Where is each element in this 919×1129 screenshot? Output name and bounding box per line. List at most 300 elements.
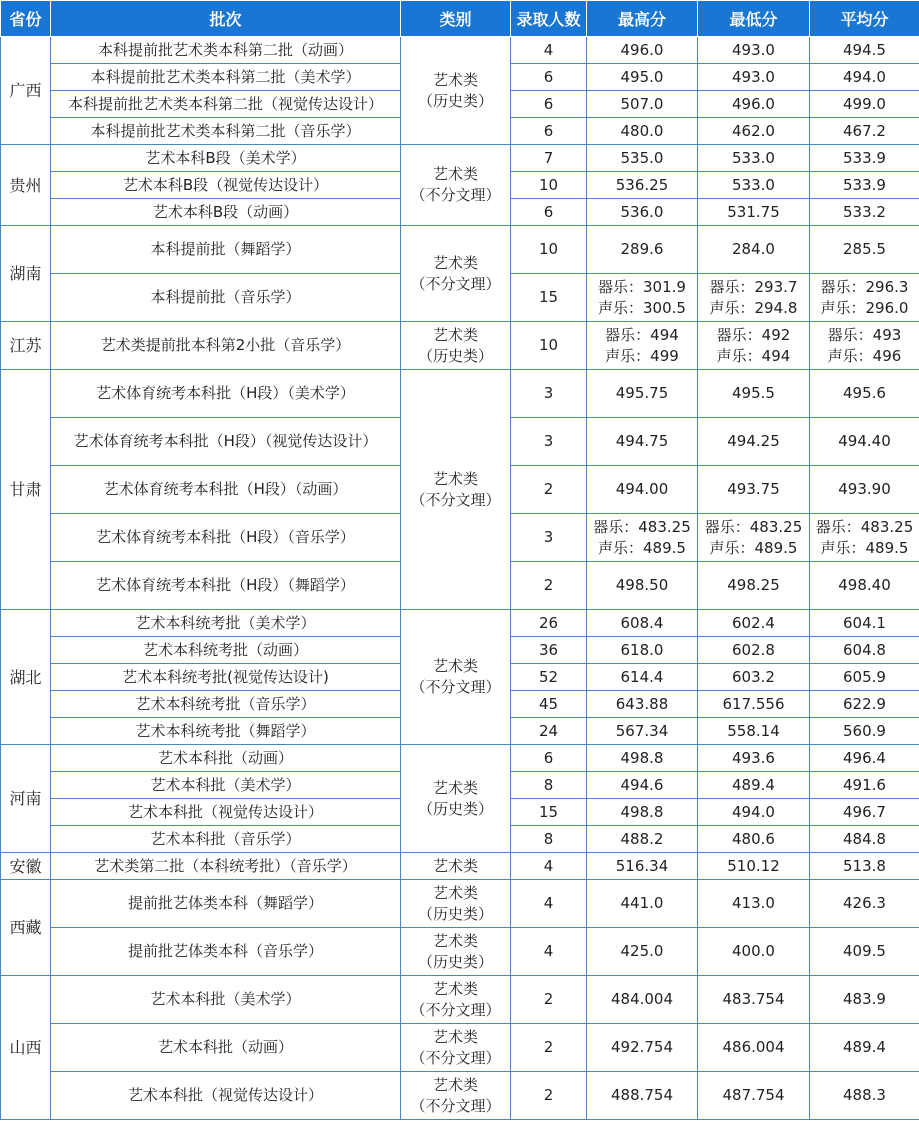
score-line: 声乐：294.8 [709,298,798,317]
score-line: 491.6 [843,775,886,794]
min-score-cell [698,826,810,853]
max-score-cell [587,466,698,514]
score-line: 487.754 [722,1086,785,1104]
score-line: 493.75 [727,480,780,498]
admitted-count-cell: 45 [511,691,587,718]
admitted-count-cell: 10 [511,172,587,199]
max-score-cell [587,880,698,928]
avg-score-cell [810,118,919,145]
score-line: 489.4 [732,775,775,794]
admitted-count-cell: 10 [511,226,587,274]
province-cell: 山西 [1,976,51,1120]
min-score-cell [698,853,810,880]
avg-score-cell [810,637,919,664]
score-line: 495.0 [620,67,664,86]
header-row [1,1,919,37]
admitted-count-cell: 2 [511,1024,587,1072]
score-line: 426.3 [843,894,886,912]
avg-score-cell [810,880,919,928]
max-score-cell [587,418,698,466]
score-line: 560.9 [843,721,886,740]
batch-cell: 本科提前批艺术类本科第二批（音乐学） [51,118,401,145]
table-row [1,1072,919,1120]
table-row [1,145,919,172]
score-line: 602.4 [732,613,775,632]
max-score-cell [587,199,698,226]
avg-score-cell [810,772,919,799]
max-score-cell [587,718,698,745]
min-score-cell [698,172,810,199]
score-line: 器乐：483.25 [704,517,803,536]
batch-cell: 本科提前批艺术类本科第二批（视觉传达设计） [51,91,401,118]
score-line: 494.00 [615,480,669,498]
score-line: 483.754 [722,990,785,1008]
score-line: 483.9 [843,990,886,1008]
score-line: 603.2 [732,667,775,686]
category-line: （历史类） [417,346,493,365]
min-score-cell [698,772,810,799]
avg-score-cell [810,562,919,610]
min-score-cell [698,370,810,418]
avg-score-cell [810,1072,919,1120]
batch-cell: 艺术体育统考本科批（H段）（音乐学） [51,514,401,562]
min-score-cell [698,199,810,226]
min-score-cell [698,637,810,664]
score-line: 605.9 [843,667,886,686]
admitted-count-cell: 6 [511,64,587,91]
category-line: 艺术类 [432,931,478,950]
header-min-score: 最低分 [698,1,810,37]
avg-score-cell [810,691,919,718]
min-score-cell [698,274,810,322]
score-line: 488.754 [610,1086,674,1104]
score-line: 声乐：489.5 [598,538,686,557]
score-line: 467.2 [843,121,886,140]
batch-cell: 艺术本科B段（动画） [51,199,401,226]
score-line: 486.004 [722,1038,785,1056]
header-province: 省份 [1,1,51,37]
category-line: （历史类） [417,799,493,818]
score-line: 496.0 [732,94,775,113]
avg-score-cell [810,37,919,64]
category-cell [401,1024,511,1072]
score-line: 器乐：492 [716,325,791,344]
table-body [1,37,919,1120]
score-line: 480.6 [732,829,775,848]
batch-cell: 艺术本科统考批（动画） [51,637,401,664]
admitted-count-cell: 24 [511,718,587,745]
province-cell: 江苏 [1,322,51,370]
admitted-count-cell: 4 [511,853,587,880]
max-score-cell [587,37,698,64]
score-line: 536.0 [620,202,664,221]
max-score-cell [587,145,698,172]
batch-cell: 艺术类第二批（本科统考批）（音乐学） [51,853,401,880]
admitted-count-cell: 2 [511,466,587,514]
category-cell [401,745,511,853]
admitted-count-cell: 8 [511,772,587,799]
min-score-cell [698,691,810,718]
province-cell: 安徽 [1,853,51,880]
score-line: 494.0 [843,67,886,86]
score-line: 494.75 [615,432,669,450]
avg-score-cell [810,145,919,172]
score-line: 413.0 [732,894,775,912]
table-row [1,853,919,880]
score-line: 声乐：496 [827,346,902,365]
batch-cell: 艺术体育统考本科批（H段）（视觉传达设计） [51,418,401,466]
admitted-count-cell: 2 [511,976,587,1024]
batch-cell: 艺术本科B段（美术学） [51,145,401,172]
category-line: （不分文理） [410,1000,501,1019]
score-line: 器乐：483.25 [593,517,691,536]
province-cell: 湖北 [1,610,51,745]
table-row [1,745,919,772]
score-line: 533.9 [843,175,886,194]
max-score-cell [587,172,698,199]
batch-cell: 艺术本科批（视觉传达设计） [51,799,401,826]
score-line: 622.9 [843,694,886,713]
table-row [1,322,919,370]
category-line: （不分文理） [410,1048,501,1067]
score-line: 493.0 [732,40,775,59]
score-line: 533.9 [843,148,886,167]
table-row [1,976,919,1024]
score-line: 494.25 [727,432,780,450]
admitted-count-cell: 6 [511,91,587,118]
max-score-cell [587,976,698,1024]
category-line: 艺术类 [432,469,478,488]
admitted-count-cell: 6 [511,118,587,145]
score-line: 533.0 [732,175,775,194]
min-score-cell [698,145,810,172]
category-line: 艺术类 [432,70,478,89]
score-line: 484.8 [843,829,886,848]
province-cell: 湖南 [1,226,51,322]
avg-score-cell [810,199,919,226]
avg-score-cell [810,418,919,466]
table-row [1,37,919,64]
category-line: （不分文理） [410,186,501,204]
max-score-cell [587,637,698,664]
admitted-count-cell: 52 [511,664,587,691]
avg-score-cell [810,745,919,772]
min-score-cell [698,664,810,691]
min-score-cell [698,514,810,562]
score-line: 608.4 [620,613,664,632]
admitted-count-cell: 7 [511,145,587,172]
min-score-cell [698,418,810,466]
score-line: 498.25 [727,576,780,594]
admitted-count-cell: 2 [511,562,587,610]
score-line: 器乐：493 [827,325,902,344]
batch-cell: 艺术本科批（美术学） [51,976,401,1024]
max-score-cell [587,772,698,799]
admitted-count-cell: 15 [511,799,587,826]
score-line: 617.556 [722,694,785,713]
category-line: 艺术类 [432,325,478,344]
score-line: 493.6 [732,748,775,767]
score-line: 494.40 [838,432,891,450]
max-score-cell [587,610,698,637]
min-score-cell [698,91,810,118]
province-cell: 甘肃 [1,370,51,610]
score-line: 493.0 [732,67,775,86]
batch-cell: 艺术本科统考批(视觉传达设计) [51,664,401,691]
max-score-cell [587,664,698,691]
category-line: 艺术类 [432,253,478,272]
score-line: 536.25 [615,175,669,194]
score-line: 462.0 [732,121,775,140]
score-line: 器乐：296.3 [820,277,909,296]
max-score-cell [587,91,698,118]
avg-score-cell [810,1024,919,1072]
category-cell [401,37,511,145]
score-line: 494.0 [732,802,775,821]
score-line: 498.8 [620,802,664,821]
max-score-cell [587,322,698,370]
admitted-count-cell: 6 [511,199,587,226]
score-line: 声乐：300.5 [598,298,686,317]
category-line: 艺术类 [432,979,478,998]
category-line: （不分文理） [410,1096,501,1115]
category-cell [401,1072,511,1120]
admitted-count-cell: 2 [511,1072,587,1120]
min-score-cell [698,880,810,928]
min-score-cell [698,799,810,826]
batch-cell: 艺术本科批（动画） [51,745,401,772]
score-line: 602.8 [732,640,775,659]
batch-cell: 本科提前批（音乐学） [51,274,401,322]
table-header [1,1,919,37]
score-line: 489.4 [843,1038,886,1056]
admitted-count-cell: 3 [511,370,587,418]
batch-cell: 艺术本科批（音乐学） [51,826,401,853]
min-score-cell [698,322,810,370]
avg-score-cell [810,976,919,1024]
admitted-count-cell: 26 [511,610,587,637]
admitted-count-cell: 3 [511,514,587,562]
admitted-count-cell: 6 [511,745,587,772]
avg-score-cell [810,610,919,637]
batch-cell: 艺术体育统考本科批（H段）（美术学） [51,370,401,418]
avg-score-cell [810,466,919,514]
min-score-cell [698,976,810,1024]
score-line: 400.0 [732,942,775,960]
score-line: 492.754 [610,1038,674,1056]
admitted-count-cell: 4 [511,928,587,976]
category-line: （历史类） [417,904,493,923]
max-score-cell [587,1072,698,1120]
min-score-cell [698,1024,810,1072]
max-score-cell [587,691,698,718]
score-line: 289.6 [620,240,664,258]
score-line: 614.4 [620,667,664,686]
batch-cell: 艺术类提前批本科第2小批（音乐学） [51,322,401,370]
score-line: 495.5 [732,384,775,402]
admitted-count-cell: 8 [511,826,587,853]
min-score-cell [698,718,810,745]
category-line: （不分文理） [410,678,501,696]
avg-score-cell [810,514,919,562]
min-score-cell [698,118,810,145]
score-line: 器乐：494 [605,325,679,344]
table-row [1,226,919,274]
score-line: 494.5 [843,40,886,59]
category-line: 艺术类 [432,856,478,875]
table-row [1,610,919,637]
score-line: 618.0 [620,640,664,659]
score-line: 498.8 [620,748,664,767]
header-max-score: 最高分 [587,1,698,37]
category-cell [401,928,511,976]
score-line: 533.0 [732,148,775,167]
score-line: 495.75 [615,384,669,402]
score-line: 604.8 [843,640,886,659]
batch-cell: 艺术本科统考批（音乐学） [51,691,401,718]
admitted-count-cell: 4 [511,37,587,64]
avg-score-cell [810,172,919,199]
score-line: 声乐：489.5 [709,538,798,557]
score-line: 284.0 [732,240,775,258]
score-line: 604.1 [843,613,886,632]
min-score-cell [698,226,810,274]
category-line: 艺术类 [432,165,478,183]
score-line: 567.34 [615,721,669,740]
batch-cell: 本科提前批艺术类本科第二批（美术学） [51,64,401,91]
score-line: 496.7 [843,802,886,821]
score-line: 409.5 [843,942,886,960]
category-line: （不分文理） [410,274,501,293]
admitted-count-cell: 15 [511,274,587,322]
score-line: 声乐：296.0 [820,298,909,317]
batch-cell: 艺术本科B段（视觉传达设计） [51,172,401,199]
score-line: 器乐：301.9 [598,277,686,296]
avg-score-cell [810,664,919,691]
table-row [1,928,919,976]
province-cell: 河南 [1,745,51,853]
batch-cell: 艺术本科统考批（美术学） [51,610,401,637]
score-line: 488.2 [620,829,664,848]
score-line: 535.0 [620,148,664,167]
score-line: 器乐：293.7 [709,277,798,296]
score-line: 513.8 [843,856,886,875]
avg-score-cell [810,826,919,853]
header-category: 类别 [401,1,511,37]
admitted-count-cell: 36 [511,637,587,664]
category-cell [401,610,511,745]
max-score-cell [587,928,698,976]
min-score-cell [698,562,810,610]
category-line: 艺术类 [432,1075,478,1094]
admitted-count-cell: 10 [511,322,587,370]
score-line: 498.50 [615,576,669,594]
batch-cell: 艺术本科统考批（舞蹈学） [51,718,401,745]
table-row [1,370,919,418]
max-score-cell [587,799,698,826]
category-line: （历史类） [417,91,493,110]
score-line: 533.2 [843,202,886,221]
avg-score-cell [810,226,919,274]
score-line: 510.12 [727,856,780,875]
avg-score-cell [810,274,919,322]
min-score-cell [698,1072,810,1120]
max-score-cell [587,370,698,418]
max-score-cell [587,826,698,853]
table-row [1,880,919,928]
max-score-cell [587,853,698,880]
score-line: 499.0 [843,94,886,113]
score-line: 516.34 [615,856,669,875]
header-admitted-count: 录取人数 [511,1,587,37]
min-score-cell [698,928,810,976]
score-line: 643.88 [615,694,669,713]
score-line: 285.5 [843,240,886,258]
province-cell: 贵州 [1,145,51,226]
max-score-cell [587,745,698,772]
score-line: 493.90 [838,480,891,498]
avg-score-cell [810,370,919,418]
score-line: 498.40 [838,576,891,594]
category-cell [401,370,511,610]
score-line: 507.0 [620,94,664,113]
score-line: 531.75 [727,202,780,221]
batch-cell: 提前批艺体类本科（舞蹈学） [51,880,401,928]
score-line: 558.14 [727,721,780,740]
min-score-cell [698,64,810,91]
header-avg-score: 平均分 [810,1,919,37]
batch-cell: 艺术本科批（视觉传达设计） [51,1072,401,1120]
score-line: 声乐：489.5 [820,538,909,557]
avg-score-cell [810,928,919,976]
avg-score-cell [810,799,919,826]
batch-cell: 艺术体育统考本科批（H段）（舞蹈学） [51,562,401,610]
max-score-cell [587,226,698,274]
max-score-cell [587,274,698,322]
admitted-count-cell: 3 [511,418,587,466]
batch-cell: 本科提前批（舞蹈学） [51,226,401,274]
header-batch: 批次 [51,1,401,37]
score-line: 器乐：483.25 [815,517,914,536]
min-score-cell [698,37,810,64]
avg-score-cell [810,853,919,880]
score-line: 480.0 [620,121,664,140]
score-line: 声乐：499 [605,346,679,365]
score-line: 484.004 [610,990,674,1008]
score-line: 声乐：494 [716,346,791,365]
avg-score-cell [810,91,919,118]
category-cell [401,145,511,226]
category-cell [401,976,511,1024]
max-score-cell [587,562,698,610]
max-score-cell [587,514,698,562]
batch-cell: 本科提前批艺术类本科第二批（动画） [51,37,401,64]
category-cell [401,226,511,322]
avg-score-cell [810,64,919,91]
score-line: 495.6 [843,384,886,402]
batch-cell: 艺术本科批（动画） [51,1024,401,1072]
category-cell [401,322,511,370]
min-score-cell [698,466,810,514]
max-score-cell [587,1024,698,1072]
category-line: （历史类） [417,952,493,971]
score-line: 425.0 [620,942,664,960]
category-line: 艺术类 [432,657,478,675]
min-score-cell [698,610,810,637]
score-line: 494.6 [620,775,664,794]
avg-score-cell [810,322,919,370]
batch-cell: 艺术本科批（美术学） [51,772,401,799]
